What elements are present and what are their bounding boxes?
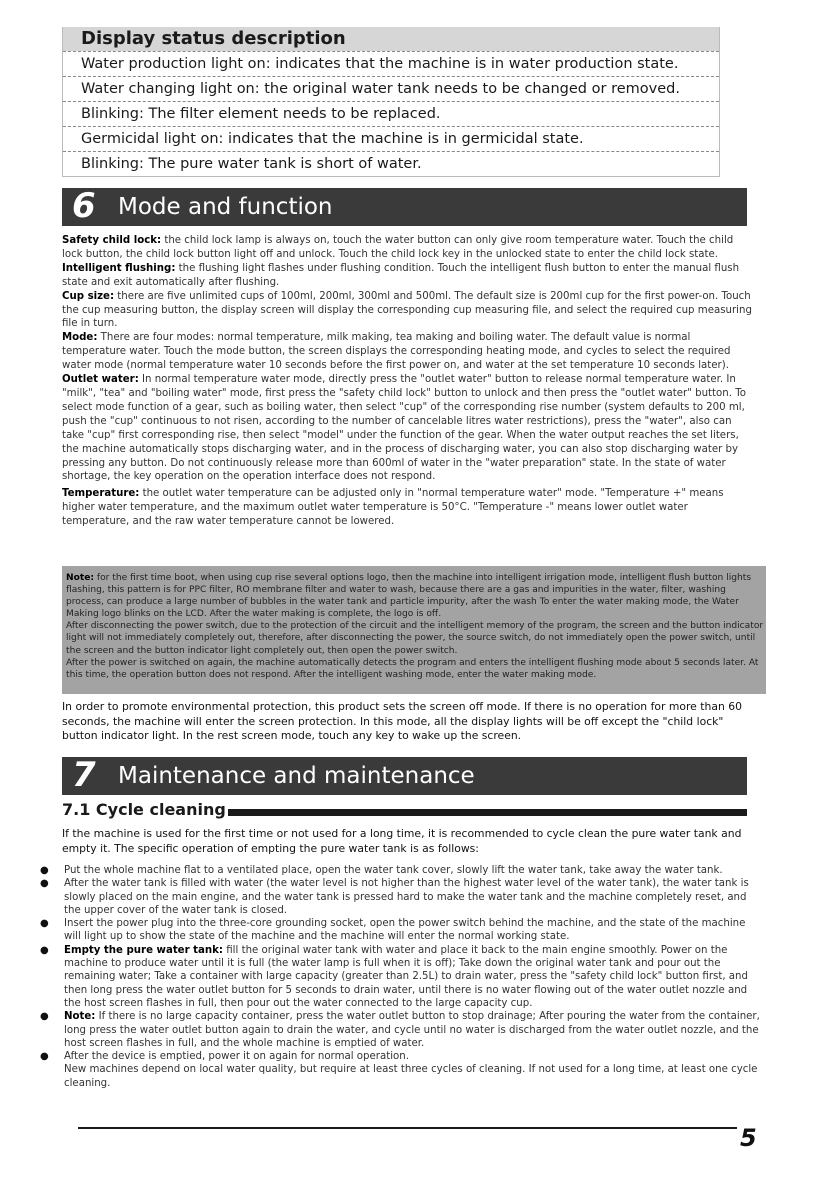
footer-rule (78, 1127, 737, 1129)
status-row-germicidal: Germicidal light on: indicates that the machine is in germicidal state. (63, 126, 719, 151)
status-row-tank-blinking: Blinking: The pure water tank is short of water. (63, 151, 719, 176)
status-table-title: Display status description (63, 27, 719, 51)
item-mode: Mode: There are four modes: normal temperature, milk making, tea making and boiling water. The default value is normal temperature water. Touch the mode button, the screen displays the corresponding heating mode, and cycles to select the required water mode (normal temperature water 10 seconds before the first power on, and water at the set temperature 10 seconds later). (62, 332, 731, 372)
cycle-cleaning-steps (40, 864, 760, 1090)
note-paragraph-1: Note: for the first time boot, when using cup rise several options logo, then the machine into intelligent irrigation mode, intelligent flush button lights flashing, this pattern is for PPC filter, RO membrane filter and water to wash, because there are a gas and impurities in the water, filter, washing process, can produce a large number of bubbles in the water tank and particle impurity, after the wash To enter the water making mode, the Water Making logo blinks on the LCD. After the water making is complete, the logo is off. (66, 573, 752, 620)
bullet-icon: ● (40, 944, 49, 956)
item-intelligent-flushing: Intelligent flushing: the flushing light flashes under flushing condition. Touch the intelligent flush button to enter the manual flush state and exit automatically after flushing. (62, 262, 740, 288)
cycle-note: New machines depend on local water quality, but require at least three cycles of cleaning. If not used for a long time, at least one cycle cleaning. (64, 1064, 758, 1089)
section-6-number: 6 (72, 186, 96, 226)
item-cup-size: Cup size: there are five unlimited cups of 100ml, 200ml, 300ml and 500ml. The default size is 200ml cup for the first power-on. Touch the cup measuring button, the display screen will display the corresponding cup measuring file, and select the required cup measuring file in turn. (62, 290, 752, 330)
note-paragraph-2: After disconnecting the power switch, due to the protection of the circuit and the intelligent memory of the program, the screen and the button indicator light will not immediately completely out, therefore, after disconnecting the power, the source switch, do not immediately open the power switch, until the screen and the button indicator light completely out, then open the power switch. (66, 621, 764, 656)
status-row-water-changing: Water changing light on: the original water tank needs to be changed or removed. (63, 76, 719, 101)
note-paragraph-3: After the power is switched on again, the machine automatically detects the program and enters the intelligent flushing mode about 5 seconds later. At this time, the operation button does not respond. After the intelligent washing mode, enter the water making mode. (66, 657, 759, 680)
environmental-protection-text: In order to promote environmental protection, this product sets the screen off mode. If there is no operation for more than 60 seconds, the machine will enter the screen protection. In this mode, all the display lights will be off except the "child lock" button indicator light. In the rest screen mode, touch any key to wake up the screen. (62, 700, 742, 742)
page-number: 5 (740, 1124, 757, 1152)
item-temperature: Temperature: the outlet water temperature can be adjusted only in "normal temperature water" mode. "Temperature +" means higher water temperature, and the maximum outlet water temperature is 50°C. "Temperature -" means lower outlet water temperature, and the raw water temperature cannot be lowered. (62, 488, 724, 528)
list-item: ● Put the whole machine flat to a ventilated place, open the water tank cover, slowly lift the water tank, take away the water tank. (40, 865, 723, 876)
subsection-rule (228, 809, 747, 816)
section-7-header (62, 757, 747, 795)
item-outlet-water: Outlet water: In normal temperature water mode, directly press the "outlet water" button to release normal temperature water. In "milk", "tea" and "boiling water" mode, first press the "safety child lock" button to unlock and then press the "outlet water" button. To select mode function of a gear, such as boiling water, then select "cup" of the corresponding rise number (system defaults to 200 ml, push the "cup" continuous to not risen, according to the number of cancelable litres water restrictions), press the "water", also can take "cup" first corresponding rise, then select "model" under the function of the gear. When the water output reaches the set liters, the machine automatically stops discharging water, and in the process of discharging water, you can also stop discharging water by pressing any button. Do not continuously release more than 600ml of water in the "water preparation" state. In the state of water shortage, the key operation on the operation interface does not respond. (62, 374, 746, 483)
item-safety-child-lock: Safety child lock: the child lock lamp is always on, touch the water button can only give room temperature water. Touch the child lock button, the child lock button light off and unlock. Touch the child lock key in the unlocked state to enter the child lock state. (62, 235, 734, 260)
bullet-icon: ● (40, 1011, 49, 1023)
bullet-icon: ● (40, 865, 49, 876)
list-item: ● Insert the power plug into the three-core grounding socket, open the power switch behind the machine, and the state of the machine will light up to show the state of the machine and the machine will enter the normal working state. (40, 918, 746, 943)
bullet-icon: ● (40, 918, 49, 930)
list-item: ● After the device is emptied, power it on again for normal operation. New machines depend on local water quality, but require at least three cycles of cleaning. If not used for a long time, at least one cycle cleaning. (40, 1051, 758, 1089)
cycle-cleaning-intro: If the machine is used for the first time or not used for a long time, it is recommended to cycle clean the pure water tank and empty it. The specific operation of empting the pure water tank is as follows: (62, 827, 742, 855)
bullet-icon: ● (40, 1051, 49, 1063)
section-6-header (62, 188, 747, 226)
section-6-title: Mode and function (118, 194, 333, 220)
list-item: ● Empty the pure water tank: fill the original water tank with water and place it back to the main engine smoothly. Power on the machine to produce water until it is full (the water lamp is full when it is off); Take down the original water tank and pour out the remaining water; Take a container with large capacity (greater than 2.5L) to drain water, press the "safety child lock" button first, and then long press the water outlet button for 5 seconds to drain water, until there is no water flowing out of the water outlet nozzle and the host screen flashes in full, then pour out the water connected to the large capacity cup. (40, 944, 748, 1009)
bullet-icon: ● (40, 878, 49, 890)
subsection-title: 7.1 Cycle cleaning (62, 800, 226, 819)
section-7-title: Maintenance and maintenance (118, 763, 475, 789)
mode-function-body (62, 234, 752, 529)
note-box (62, 566, 766, 694)
display-status-table (62, 27, 720, 177)
list-item: ● After the water tank is filled with water (the water level is not higher than the highest water level of the water tank), the water tank is slowly placed on the main engine, and the water tank is pressed hard to make the water tank and the machine completely reset, and the upper cover of the water tank is closed. (40, 878, 749, 916)
section-7-number: 7 (72, 755, 96, 795)
status-row-filter-blinking: Blinking: The filter element needs to be replaced. (63, 101, 719, 126)
status-row-water-production: Water production light on: indicates that the machine is in water production state. (63, 51, 719, 76)
list-item: ● Note: If there is no large capacity container, press the water outlet button to stop drainage; After pouring the water from the container, long press the water outlet button again to drain the water, and cycle until no water is discharged from the water outlet nozzle, and the host screen flashes in full, and the whole machine is emptied of water. (40, 1011, 760, 1049)
